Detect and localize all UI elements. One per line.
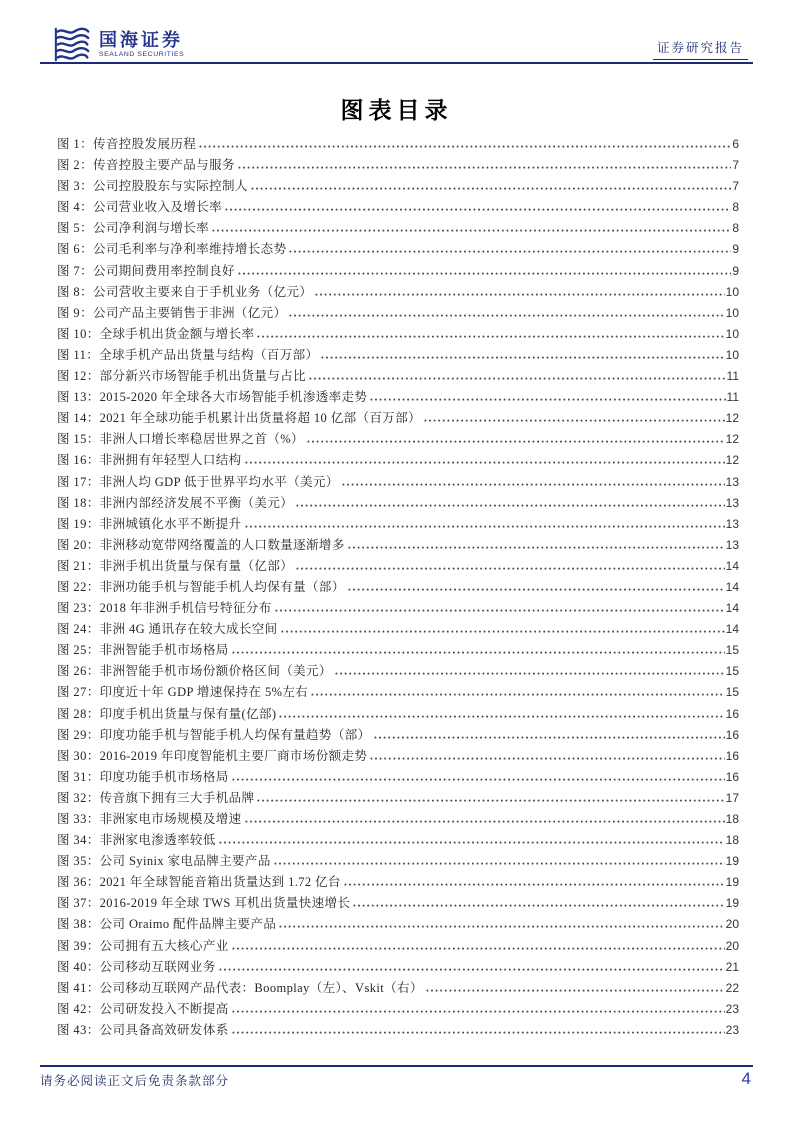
- toc-entry[interactable]: [57, 556, 739, 577]
- toc-entry-page-number: 12: [725, 432, 739, 447]
- figure-toc-list: [40, 134, 753, 1041]
- footer-page-number: 4: [741, 1069, 751, 1088]
- toc-entry-label: 图 24：非洲 4G 通讯存在较大成长空间: [57, 622, 278, 637]
- toc-leader-dots: [335, 672, 725, 675]
- toc-entry-label: 图 17：非洲人均 GDP 低于世界平均水平（美元）: [57, 474, 339, 489]
- toc-leader-dots: [274, 862, 725, 865]
- toc-entry[interactable]: [57, 978, 739, 999]
- toc-entry[interactable]: [57, 282, 739, 303]
- toc-leader-dots: [344, 883, 725, 886]
- toc-entry[interactable]: [57, 767, 739, 788]
- toc-leader-dots: [353, 904, 724, 907]
- toc-entry[interactable]: [57, 324, 739, 345]
- toc-entry-label: 图 36：2021 年全球智能音箱出货量达到 1.72 亿台: [57, 875, 341, 890]
- toc-entry-label: 图 16：非洲拥有年轻型人口结构: [57, 453, 242, 468]
- toc-entry[interactable]: [57, 261, 739, 282]
- toc-entry-page-number: 22: [725, 980, 739, 995]
- toc-entry-page-number: 18: [725, 833, 739, 848]
- toc-entry[interactable]: [57, 577, 739, 598]
- toc-entry[interactable]: [57, 830, 739, 851]
- toc-entry[interactable]: [57, 218, 739, 239]
- toc-entry[interactable]: [57, 725, 739, 746]
- toc-leader-dots: [307, 440, 725, 443]
- toc-entry-page-number: 15: [725, 685, 739, 700]
- toc-entry[interactable]: [57, 535, 739, 556]
- toc-entry-page-number: 13: [725, 495, 739, 510]
- brand-name-en: SEALAND SECURITIES: [99, 51, 185, 58]
- toc-entry[interactable]: [57, 746, 739, 767]
- toc-entry-label: 图 2：传音控股主要产品与服务: [57, 158, 235, 173]
- toc-entry[interactable]: [57, 472, 739, 493]
- toc-entry[interactable]: [57, 598, 739, 619]
- toc-entry[interactable]: [57, 450, 739, 471]
- toc-leader-dots: [219, 968, 725, 971]
- toc-entry-page-number: 23: [725, 1001, 739, 1016]
- toc-entry-label: 图 14：2021 年全球功能手机累计出货量将超 10 亿部（百万部）: [57, 411, 422, 426]
- toc-entry-label: 图 15：非洲人口增长率稳居世界之首（%）: [57, 432, 304, 447]
- toc-entry-label: 图 8：公司营收主要来自于手机业务（亿元）: [57, 284, 313, 299]
- toc-entry-page-number: 8: [732, 200, 739, 215]
- toc-leader-dots: [296, 567, 725, 570]
- toc-leader-dots: [279, 715, 724, 718]
- toc-entry-label: 图 43：公司具备高效研发体系: [57, 1022, 229, 1037]
- footer-divider: [40, 1065, 753, 1067]
- toc-entry-page-number: 14: [725, 601, 739, 616]
- toc-entry-page-number: 10: [725, 284, 739, 299]
- toc-entry[interactable]: [57, 893, 739, 914]
- toc-entry-label: 图 26：非洲智能手机市场份额价格区间（美元）: [57, 664, 332, 679]
- toc-entry-label: 图 19：非洲城镇化水平不断提升: [57, 516, 242, 531]
- toc-entry-label: 图 20：非洲移动宽带网络覆盖的人口数量逐渐增多: [57, 537, 345, 552]
- toc-entry-label: 图 29：印度功能手机与智能手机人均保有量趋势（部）: [57, 727, 371, 742]
- toc-entry-page-number: 8: [732, 221, 739, 236]
- toc-leader-dots: [245, 461, 725, 464]
- toc-entry[interactable]: [57, 682, 739, 703]
- toc-leader-dots: [251, 187, 732, 190]
- toc-entry[interactable]: [57, 303, 739, 324]
- page-header: [40, 24, 753, 64]
- toc-entry[interactable]: [57, 872, 739, 893]
- toc-entry[interactable]: [57, 345, 739, 366]
- toc-entry-page-number: 10: [725, 326, 739, 341]
- toc-entry[interactable]: [57, 851, 739, 872]
- toc-entry[interactable]: [57, 1020, 739, 1041]
- toc-leader-dots: [289, 250, 731, 253]
- toc-entry-label: 图 33：非洲家电市场规模及增速: [57, 812, 242, 826]
- toc-leader-dots: [279, 925, 724, 928]
- toc-entry-page-number: 15: [725, 664, 739, 679]
- toc-entry-page-number: 7: [732, 158, 739, 173]
- toc-entry-page-number: 16: [725, 769, 739, 784]
- toc-entry-page-number: 13: [725, 537, 739, 552]
- toc-entry-label: 图 1：传音控股发展历程: [57, 137, 197, 151]
- toc-leader-dots: [311, 693, 724, 696]
- toc-entry[interactable]: [57, 493, 739, 514]
- toc-entry-page-number: 19: [725, 875, 739, 890]
- toc-leader-dots: [342, 483, 725, 486]
- toc-entry-label: 图 22：非洲功能手机与智能手机人均保有量（部）: [57, 579, 345, 594]
- toc-leader-dots: [245, 820, 725, 823]
- toc-entry[interactable]: [57, 704, 739, 725]
- toc-leader-dots: [370, 757, 724, 760]
- toc-entry[interactable]: [57, 999, 739, 1020]
- toc-entry[interactable]: [57, 239, 739, 260]
- toc-entry[interactable]: [57, 387, 739, 408]
- toc-entry-page-number: 6: [732, 137, 739, 151]
- toc-leader-dots: [281, 630, 725, 633]
- toc-entry[interactable]: [57, 640, 739, 661]
- toc-leader-dots: [238, 166, 731, 169]
- brand-text: [99, 30, 184, 59]
- toc-entry-page-number: 15: [725, 643, 739, 658]
- toc-entry-page-number: 12: [725, 411, 739, 426]
- toc-entry-page-number: 9: [732, 242, 739, 257]
- toc-entry[interactable]: [57, 619, 739, 640]
- toc-entry-label: 图 34：非洲家电渗透率较低: [57, 833, 216, 848]
- toc-entry-label: 图 23：2018 年非洲手机信号特征分布: [57, 601, 272, 616]
- toc-entry[interactable]: [57, 809, 739, 830]
- toc-entry-page-number: 14: [725, 579, 739, 594]
- toc-entry-label: 图 11：全球手机产品出货量与结构（百万部）: [57, 347, 319, 362]
- toc-leader-dots: [245, 525, 725, 528]
- toc-entry-page-number: 16: [725, 706, 739, 721]
- toc-entry-label: 图 28：印度手机出货量与保有量(亿部): [57, 706, 277, 721]
- toc-leader-dots: [212, 229, 731, 232]
- toc-leader-dots: [296, 504, 725, 507]
- toc-entry-label: 图 6：公司毛利率与净利率维持增长态势: [57, 242, 287, 257]
- toc-entry[interactable]: [57, 514, 739, 535]
- toc-leader-dots: [232, 1031, 725, 1034]
- toc-entry-label: 图 39：公司拥有五大核心产业: [57, 938, 229, 953]
- toc-leader-dots: [225, 208, 731, 211]
- toc-entry-label: 图 42：公司研发投入不断提高: [57, 1001, 229, 1016]
- toc-entry-page-number: 23: [725, 1022, 739, 1037]
- toc-leader-dots: [370, 398, 725, 401]
- toc-entry-label: 图 37：2016-2019 年全球 TWS 耳机出货量快速增长: [57, 896, 351, 911]
- toc-entry[interactable]: [57, 155, 739, 176]
- toc-leader-dots: [238, 272, 731, 275]
- toc-entry[interactable]: [57, 936, 739, 957]
- toc-entry[interactable]: [57, 788, 739, 809]
- toc-leader-dots: [199, 145, 731, 148]
- toc-entry-label: 图 5：公司净利润与增长率: [57, 221, 210, 236]
- page-footer: [40, 1071, 753, 1089]
- toc-entry[interactable]: [57, 197, 739, 218]
- toc-entry-page-number: 10: [725, 305, 739, 320]
- sealand-wave-seal-icon: [54, 26, 91, 63]
- toc-entry-page-number: 13: [725, 474, 739, 489]
- toc-entry-page-number: 14: [725, 622, 739, 637]
- brand-name-cn: 国海证券: [99, 30, 183, 50]
- toc-leader-dots: [348, 588, 725, 591]
- toc-leader-dots: [232, 651, 725, 654]
- toc-leader-dots: [275, 609, 725, 612]
- toc-leader-dots: [315, 293, 724, 296]
- toc-entry-page-number: 9: [732, 263, 739, 278]
- toc-entry-label: 图 10：全球手机出货金额与增长率: [57, 326, 255, 341]
- toc-leader-dots: [309, 377, 726, 380]
- toc-entry-page-number: 19: [725, 854, 739, 869]
- toc-entry-label: 图 25：非洲智能手机市场格局: [57, 643, 229, 658]
- toc-entry-page-number: 10: [725, 347, 739, 362]
- toc-entry-label: 图 3：公司控股股东与实际控制人: [57, 179, 248, 194]
- toc-entry-label: 图 12：部分新兴市场智能手机出货量与占比: [57, 369, 307, 384]
- toc-entry[interactable]: [57, 914, 739, 935]
- toc-entry[interactable]: [57, 661, 739, 682]
- toc-entry-label: 图 30：2016-2019 年印度智能机主要厂商市场份额走势: [57, 748, 368, 763]
- toc-entry-page-number: 11: [726, 390, 739, 405]
- toc-entry-page-number: 20: [725, 938, 739, 953]
- toc-leader-dots: [257, 799, 724, 802]
- toc-entry-page-number: 13: [725, 516, 739, 531]
- toc-entry-page-number: 7: [732, 179, 739, 194]
- toc-entry-page-number: 12: [725, 453, 739, 468]
- toc-leader-dots: [232, 947, 725, 950]
- header-divider: [40, 62, 753, 64]
- toc-entry-page-number: 21: [725, 959, 739, 974]
- toc-entry[interactable]: [57, 429, 739, 450]
- toc-entry-page-number: 18: [725, 812, 739, 826]
- toc-entry-label: 图 27：印度近十年 GDP 增速保持在 5%左右: [57, 685, 309, 700]
- report-type-label: 证券研究报告: [653, 38, 748, 60]
- toc-entry-page-number: 17: [725, 790, 739, 805]
- toc-entry-page-number: 11: [726, 369, 739, 384]
- toc-entry-label: 图 7：公司期间费用率控制良好: [57, 263, 235, 278]
- toc-leader-dots: [219, 841, 725, 844]
- toc-leader-dots: [289, 314, 724, 317]
- toc-entry[interactable]: [57, 366, 739, 387]
- toc-entry[interactable]: [57, 134, 739, 155]
- toc-leader-dots: [348, 546, 725, 549]
- toc-entry[interactable]: [57, 957, 739, 978]
- toc-leader-dots: [232, 1010, 725, 1013]
- toc-leader-dots: [374, 736, 725, 739]
- toc-entry-page-number: 16: [725, 748, 739, 763]
- toc-leader-dots: [424, 419, 725, 422]
- brand-logo: [54, 26, 184, 63]
- toc-leader-dots: [321, 356, 724, 359]
- toc-entry-page-number: 16: [725, 727, 739, 742]
- toc-entry-label: 图 18：非洲内部经济发展不平衡（美元）: [57, 495, 294, 510]
- footer-disclaimer: 请务必阅读正文后免责条款部分: [40, 1074, 230, 1088]
- toc-entry-page-number: 20: [725, 917, 739, 932]
- page-title: 图表目录: [340, 98, 453, 123]
- toc-entry-label: 图 41：公司移动互联网产品代表：Boomplay（左）、Vskit（右）: [57, 980, 423, 995]
- toc-entry[interactable]: [57, 408, 739, 429]
- toc-entry-label: 图 31：印度功能手机市场格局: [57, 769, 229, 784]
- toc-entry-label: 图 32：传音旗下拥有三大手机品牌: [57, 790, 255, 805]
- toc-leader-dots: [232, 778, 725, 781]
- toc-entry[interactable]: [57, 176, 739, 197]
- toc-entry-label: 图 9：公司产品主要销售于非洲（亿元）: [57, 305, 287, 320]
- toc-entry-label: 图 13：2015-2020 年全球各大市场智能手机渗透率走势: [57, 390, 368, 405]
- toc-leader-dots: [257, 335, 724, 338]
- toc-entry-label: 图 4：公司营业收入及增长率: [57, 200, 222, 215]
- toc-entry-page-number: 19: [725, 896, 739, 911]
- toc-entry-label: 图 35：公司 Syinix 家电品牌主要产品: [57, 854, 271, 869]
- toc-entry-label: 图 38：公司 Oraimo 配件品牌主要产品: [57, 917, 277, 932]
- toc-entry-label: 图 40：公司移动互联网业务: [57, 959, 216, 974]
- toc-leader-dots: [426, 989, 725, 992]
- toc-entry-page-number: 14: [725, 558, 739, 573]
- toc-entry-label: 图 21：非洲手机出货量与保有量（亿部）: [57, 558, 294, 573]
